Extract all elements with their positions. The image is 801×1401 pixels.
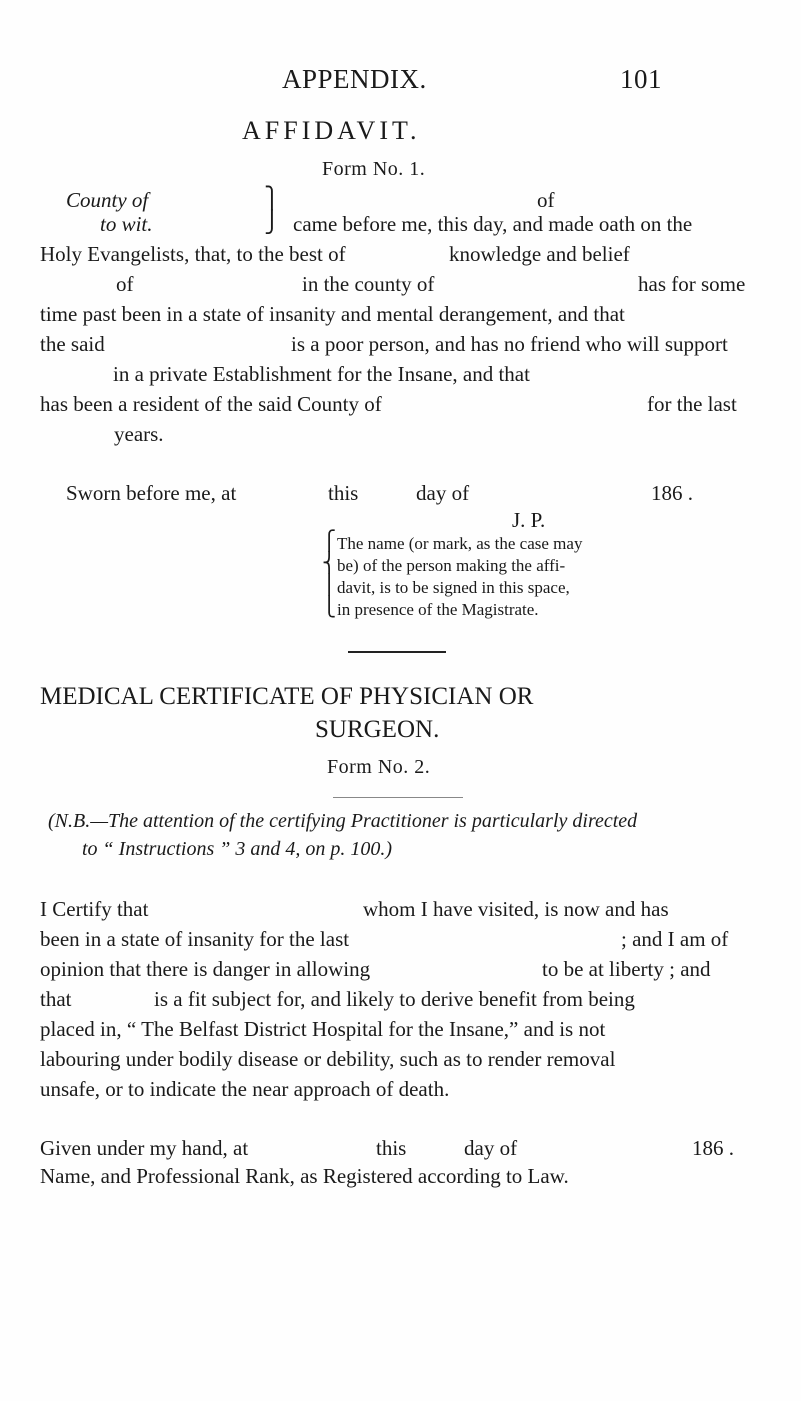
section-divider xyxy=(348,651,446,653)
body-line-3a: opinion that there is danger in allowing xyxy=(40,957,371,981)
to-wit-label: to wit. xyxy=(100,212,153,236)
given-line-b: this xyxy=(376,1136,407,1160)
left-brace-icon: ⎫ ⎭ xyxy=(264,186,280,234)
resident-line-a: has been a resident of the said County of xyxy=(40,392,382,416)
nb-line-1: (N.B.—The attention of the certifying Practitioner is particularly directed xyxy=(48,810,638,832)
note-line-1: The name (or mark, as the case may xyxy=(337,534,583,553)
of-line-c: has for some xyxy=(638,272,746,296)
nb-line-2: to “ Instructions ” 3 and 4, on p. 100.) xyxy=(82,838,393,860)
private-line: in a private Establishment for the Insane, and that xyxy=(113,362,530,386)
note-line-2: be) of the person making the affi- xyxy=(337,556,566,575)
of-label: of xyxy=(537,188,555,212)
given-line-d: 186 . xyxy=(692,1136,734,1160)
holy-line-b: knowledge and belief xyxy=(449,242,630,266)
body-line-2b: ; and I am of xyxy=(621,927,729,951)
note-brace-icon: ⎧ ⎨ ⎪ ⎩ xyxy=(322,531,337,618)
medical-title-line2: SURGEON. xyxy=(315,716,440,743)
body-line-4b: is a fit subject for, and likely to derive benefit from being xyxy=(154,987,635,1011)
body-line-6: labouring under bodily disease or debility, such as to render removal xyxy=(40,1047,616,1071)
body-line-5: placed in, “ The Belfast District Hospital for the Insane,” and is not xyxy=(40,1017,606,1041)
sworn-line-d: 186 . xyxy=(651,481,693,505)
short-divider xyxy=(333,797,463,798)
note-line-4: in presence of the Magistrate. xyxy=(337,600,539,619)
body-line-1b: whom I have visited, is now and has xyxy=(363,897,669,921)
note-line-3: davit, is to be signed in this space, xyxy=(337,578,570,597)
name-rank-line: Name, and Professional Rank, as Registered according to Law. xyxy=(40,1164,569,1188)
sworn-line-a: Sworn before me, at xyxy=(66,481,237,505)
body-line-2a: been in a state of insanity for the last xyxy=(40,927,350,951)
body-line-1a: I Certify that xyxy=(40,897,149,921)
page-number: 101 xyxy=(620,64,662,94)
said-line-b: is a poor person, and has no friend who will support xyxy=(291,332,728,356)
given-line-a: Given under my hand, at xyxy=(40,1136,249,1160)
said-line-a: the said xyxy=(40,332,105,356)
affidavit-title: AFFIDAVIT. xyxy=(242,116,421,145)
of-line-a: of xyxy=(116,272,134,296)
form2-label: Form No. 2. xyxy=(327,756,431,778)
running-head: APPENDIX. xyxy=(282,64,427,94)
body-line-4a: that xyxy=(40,987,72,1011)
county-of-label: County of xyxy=(66,188,149,212)
jp-label: J. P. xyxy=(512,508,546,532)
sworn-line-c: day of xyxy=(416,481,470,505)
came-before-line: came before me, this day, and made oath on the xyxy=(293,212,693,236)
resident-line-b: for the last xyxy=(647,392,737,416)
years-line: years. xyxy=(114,422,164,446)
holy-line-a: Holy Evangelists, that, to the best of xyxy=(40,242,346,266)
body-line-3b: to be at liberty ; and xyxy=(542,957,711,981)
medical-title-line1: MEDICAL CERTIFICATE OF PHYSICIAN OR xyxy=(40,683,534,710)
of-line-b: in the county of xyxy=(302,272,435,296)
form1-label: Form No. 1. xyxy=(322,158,426,180)
time-line: time past been in a state of insanity and mental derangement, and that xyxy=(40,302,625,326)
body-line-7: unsafe, or to indicate the near approach of death. xyxy=(40,1077,450,1101)
given-line-c: day of xyxy=(464,1136,518,1160)
sworn-line-b: this xyxy=(328,481,359,505)
